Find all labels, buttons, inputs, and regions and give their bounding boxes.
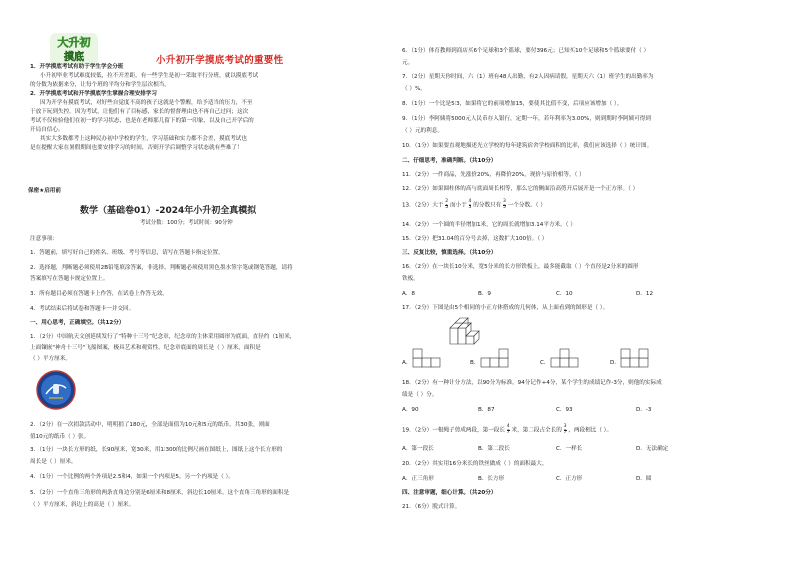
option-c-shape [550, 348, 586, 368]
question-line: 4．（1分）一个比例的两个外项是2.5和4，如果一个内项是5，另一个内项是（ ）。 [30, 474, 234, 480]
option: A．第一段长 [402, 446, 434, 452]
question-line: （ ）元的利息。 [402, 128, 443, 134]
note-item: 3．所有题目必须在答题卡上作答，在试卷上作答无效。 [30, 291, 168, 297]
option: B．87 [478, 407, 495, 413]
question-line-19: 19．（2分）一根绳子剪成两段，第一段长 $\frac{4}{7}$ 米，第二段占全长的 $\frac{3}{7}$ ，两段相比（ ）。 [402, 424, 613, 435]
option: A．8 [402, 291, 415, 297]
option: B．9 [478, 291, 491, 297]
option-a-shape [412, 348, 448, 368]
intro-line: 是在提醒大家在暑假期间也要安排学习的时间，否则开学后调整学习状态就有些难了！ [30, 145, 243, 151]
question-line: 9．（1分）李阿姨将5000元人民币存入银行，定期一年，若年利率为3.00%，则到期时李阿姨可得到 [402, 116, 651, 122]
question-line: 元。 [402, 60, 414, 66]
option: B．第二段长 [478, 446, 510, 452]
question-line: 18．（2分）有一种计分方法，以90分为标准，94分记作+4分，某个学生的成绩记作-3分，则他的实际成 [402, 380, 662, 386]
brand-logo [48, 30, 100, 68]
note-item: 2．选择题，判断题必须使用2B铅笔填涂答案，非选择、判断题必须使用黑色墨水签字笔或钢笔答题，请将 [30, 265, 293, 271]
section-heading: 四、注意审题，细心计算。（共20分） [402, 490, 497, 496]
note-item: 4．考试结束后将试卷和答题卡一并交回。 [30, 306, 135, 312]
question-line: 20．（2分）其实用16分米长的铁丝做成（ ）的面积最大。 [402, 461, 548, 467]
question-line: 8．（1分）一个比是5∶3，如果将它的前项增加15，要使其比值不变，后项应该增加（ ）。 [402, 101, 623, 107]
fraction: $\frac{3}{5}$ [503, 199, 506, 210]
question-line: 1．（2分）中国航天文创延续发行了“特种十三号”纪念章，纪念章的主体采用圆形为底面，直径约（1厘米， [30, 334, 296, 340]
intro-line: 于放下玩到失控。因为考试，让他们有了目标感，家长的督督理由也不再自己过问；这次 [30, 109, 249, 115]
judge-line: 12．（2分）如果圆柱体的高与底面周长相等，那么它的侧面沿高剪开后展开是一个正方形。（ ） [402, 186, 639, 192]
option: D．12 [636, 291, 654, 297]
notes-heading: 注意事项： [30, 236, 58, 242]
judge-line: 14．（2分）一个圆的半径增加1米，它的周长就增加3.14平方米。（ ） [402, 222, 576, 228]
fraction: $\frac{3}{7}$ [563, 424, 567, 435]
option: D． [610, 360, 620, 366]
fraction: $\frac{4}{7}$ [506, 424, 510, 435]
intro-line: 考试不仅检验他们在初一的学习状态，也是在老师那儿留下的第一印象，以及自己开学后的 [30, 118, 254, 124]
option: D．圆 [636, 476, 652, 482]
paper-title: 数学（基础卷01）-2024年小升初全真模拟 [80, 206, 257, 216]
section-heading: 二、仔细思考，准确判断。（共10分） [402, 158, 497, 164]
option: C．正方形 [556, 476, 583, 482]
note-item: 1．答题前，填写好自己的姓名、班级、考号等信息，请写在答题卡指定位置。 [30, 250, 224, 256]
option: B． [470, 360, 480, 366]
intro-line: 1．开学摸底考试有助于学生学会分班 [30, 64, 124, 70]
svg-text:摸底: 摸底 [64, 52, 84, 63]
option: A． [402, 360, 412, 366]
question-line: （ ）平方厘米，斜边上的高是（ ）厘米。 [30, 502, 135, 508]
option: B．长方形 [478, 476, 505, 482]
question-line: 16．（2分）在一块长10分米，宽5分米的长方形铁板上，最多能截取（ ）个直径是2分米的圆形 [402, 264, 639, 270]
intro-line: 因为开学有摸底考试，对好些自觉度不高的孩子这就是个警醒，给予适当的压力，不至 [40, 100, 253, 106]
question-line: 值10元的纸币（ ）张。 [30, 434, 90, 440]
note-item: 答案填写在答题卡规定位置上。 [30, 276, 109, 282]
option: A．90 [402, 407, 419, 413]
section-heading: 三、反复比较，慎重选择。（共10分） [402, 250, 497, 256]
secret-label: 保密★启用前 [28, 188, 61, 194]
paper-meta: 考试分数：100分；考试时间：90分钟 [140, 220, 233, 226]
intro-line: 开局自信心。 [30, 127, 64, 133]
option: D．-3 [636, 407, 652, 413]
question-line: 铁板。 [402, 276, 419, 282]
question-line: （ ）平方厘米。 [30, 356, 71, 362]
section-heading: 一、用心思考，正确填空。（共12分） [30, 320, 125, 326]
option: C． [540, 360, 550, 366]
judge-line: 11．（2分）一件商品，先涨价20%，再降价20%，现价与原价相等。（ ） [402, 172, 585, 178]
intro-line: 小升初毕业考试难度较低，拉不开差距，有一些学生是初一采取平行分班，就以摸底考试 [40, 73, 259, 79]
option: D．无法确定 [636, 446, 669, 452]
svg-text:大升初: 大升初 [57, 36, 91, 49]
header-title: 小升初开学摸底考试的重要性 [156, 55, 284, 66]
cube-figure [448, 316, 492, 346]
space-badge-image [36, 370, 76, 410]
question-line: 上面镶嵌"神舟十三号"飞船图案，极具艺术和观赏性。纪念章底面的周长是（ ）厘米，面积是 [30, 345, 261, 351]
intro-line: 其实大多数都考上这种民办初中学校的学生，学习基础和实力都不会差，摸底考试也 [40, 136, 247, 142]
option: A．正三角形 [402, 476, 434, 482]
question-line: 6．（1分）体育教师到商店买6个足球和3个篮球，要付396元；已知买10个足球和5个篮球要付（ ） [402, 48, 650, 54]
question-line: 21．（6分）脱式计算。 [402, 504, 461, 510]
question-line: 周长是（ ）厘米。 [30, 459, 77, 465]
option-d-shape [620, 348, 656, 368]
option: C．93 [556, 407, 573, 413]
fraction: $\frac{4}{5}$ [468, 199, 472, 210]
intro-line: 2．开学摸底考试和开学摸底学生掌握合理安排学习 [30, 91, 157, 97]
option: C．一样长 [556, 446, 583, 452]
question-line: 10．（1分）如果要直观地描述光立学校的每年建筑宿舍学校面积的比率，我们应该选择（ ）统计图。 [402, 143, 653, 149]
question-line: 17．（2分）下图是由5个相同的小正方体搭成的几何体，从上面看到的图形是（ ）。 [402, 305, 609, 311]
intro-line: 的分数为依据来分，让每个班的平均分和学生层次相当。 [30, 82, 170, 88]
question-line: （ ）%。 [402, 86, 426, 92]
option-b-shape [480, 348, 516, 368]
question-line: 绩是（ ）分。 [402, 392, 438, 398]
judge-line: 15．（2分）把31.04的百分号去掉，这数扩大100倍。（ ） [402, 236, 548, 242]
fraction: $\frac{2}{5}$ [445, 199, 449, 210]
question-line: 2．（2分）在一次捐款活动中，明明捐了180元，全部是面值为10元和5元的纸币，共30张，则面 [30, 422, 270, 428]
question-line: 5．（2分）一个直角三角形的两条直角边分别是6厘米和8厘米，斜边长10厘米。这个直角三角形的面积是 [30, 490, 290, 496]
question-line: 7．（2分）星期天你时间，六（1）班有48人出勤，有2人因病请假，星期天六（1）班学生的出勤率为 [402, 74, 654, 80]
question-line: 3．（1分）一块长方形的纸，长90厘米，宽30米，用1∶300的比例尺画在图纸上，图纸上这个长方形的 [30, 447, 283, 453]
judge-line-13: 13．（2分）大于 $\frac{2}{5}$ 而小于 $\frac{4}{5}$ 的分数只有 $\frac{3}{5}$ 一个分数。（ ） [402, 199, 546, 210]
option: C．10 [556, 291, 573, 297]
